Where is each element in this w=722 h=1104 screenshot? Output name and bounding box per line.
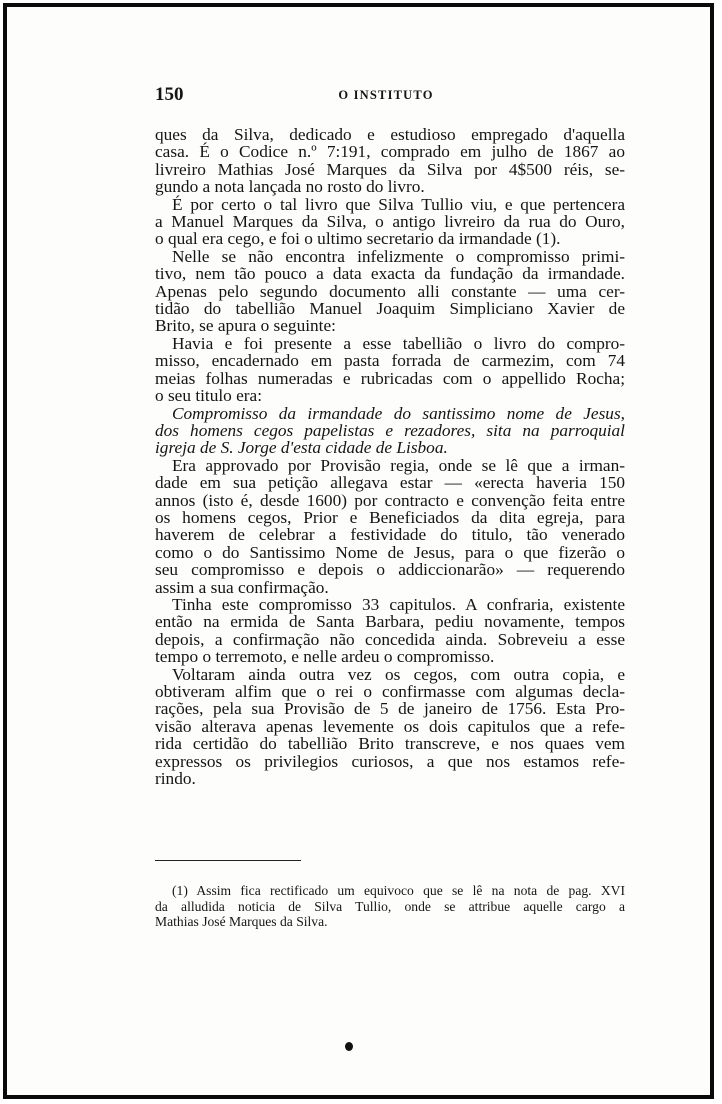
footnote-line: (1) Assim fica rectificado um equivoco que se lê na nota de pag. XVI [172,883,625,898]
page-header [155,84,617,108]
text-line: Voltaram ainda outra vez os cegos, com outra copia, e [172,664,625,684]
text-line: É por certo o tal livro que Silva Tullio viu, e que pertencera [172,194,625,214]
text-line: assim a sua confirmação. [155,577,329,597]
text-line: depois, a confirmação não concedida ainda. Sobreveiu a esse [155,629,625,649]
text-line: ques da Silva, dedicado e estudioso empregado d'aquella [155,125,625,144]
text-line: os homens cegos, Prior e Beneficiados da dita egreja, para [155,507,625,527]
text-line: gundo a nota lançada no rosto do livro. [155,177,425,197]
text-line: expressos os privilegios curiosos, a que nos estamos refe- [155,751,625,771]
text-line: misso, encadernado em pasta forrada de carmezim, com 74 [155,351,625,371]
text-line: haverem de celebrar a festividade do titulo, tão venerado [155,525,625,545]
text-line: Brito, se apura o seguinte: [155,316,336,336]
text-line: Nelle se não encontra infelizmente o compromisso primi- [172,246,625,266]
footnote-line: da alludida noticia de Silva Tullio, onde se attribue aquelle cargo a [155,898,625,914]
text-line: rindo. [155,769,196,789]
text-line: annos (isto é, desde 1600) por contracto e convenção feita entre [155,490,625,510]
text-line: o seu titulo era: [155,386,263,406]
running-title: O INSTITUTO [338,88,434,102]
text-line: a Manuel Marques da Silva, o antigo livreiro da rua do Ouro, [155,212,625,232]
quoted-title-line: dos homens cegos papelistas e rezadores, sita na parroquial [155,420,625,440]
quoted-title-line: igreja de S. Jorge d'esta cidade de Lisboa. [155,438,448,458]
text-line: rida certidão do tabellião Brito transcreve, e nos quaes vem [155,734,625,754]
text-line: Era approvado por Provisão regia, onde se lê que a irman- [172,455,625,475]
text-line: obtiveram alfim que o rei o confirmasse com algumas decla- [155,682,625,701]
text-line: casa. É o Codice n.º 7:191, comprado em julho de 1867 ao [155,142,625,162]
text-line: o qual era cego, e foi o ultimo secretario da irmandade (1). [155,229,561,249]
text-line: visão alterava apenas levemente os dois capitulos que a refe- [155,716,625,736]
page-number: 150 [155,84,184,105]
footnote [155,883,625,930]
text-line: Tinha este compromisso 33 capitulos. A confraria, existente [172,594,625,614]
text-line: dade em sua petição allegava estar — «erecta haveria 150 [155,473,625,493]
footnote-line: Mathias José Marques da Silva. [155,914,328,930]
footnote-divider [155,860,301,861]
text-line: rações, pela sua Provisão de 5 de janeiro de 1756. Esta Pro- [155,699,625,719]
text-line: Havia e foi presente a esse tabellião o livro do compro- [172,333,625,353]
bullet-mark-icon [345,1042,353,1051]
text-line: tivo, nem tão pouco a data exacta da fundação da irmandade. [155,264,625,284]
text-line: seu compromisso e depois o addiccionarão» — requerendo [155,560,625,580]
text-line: Apenas pelo segundo documento alli constante — uma cer- [155,281,625,301]
text-line: então na ermida de Santa Barbara, pediu novamente, tempos [155,612,625,632]
text-line: livreiro Mathias José Marques da Silva por 4$500 réis, se- [155,159,625,179]
text-line: como o do Santissimo Nome de Jesus, para o que fizerão o [155,542,625,562]
text-line: tidão do tabellião Manuel Joaquim Simpliciano Xavier de [155,299,625,319]
quoted-title-line: Compromisso da irmandade do santissimo nome de Jesus, [172,403,625,423]
body-text [155,126,625,787]
text-line: tempo o terremoto, e nelle ardeu o compromisso. [155,647,495,667]
text-line: meias folhas numeradas e rubricadas com o appellido Rocha; [155,368,625,388]
